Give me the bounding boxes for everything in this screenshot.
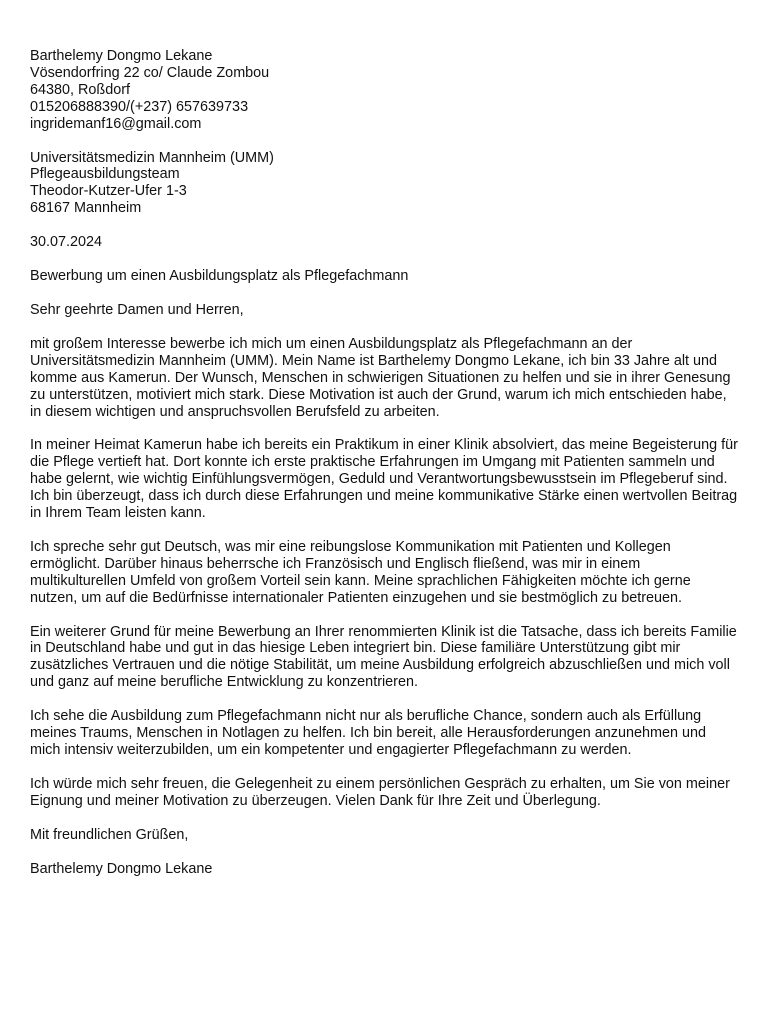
letter-page <box>30 48 740 878</box>
sender-city: 64380, Roßdorf <box>30 81 130 98</box>
sender-email: ingridemanf16@gmail.com <box>30 115 202 132</box>
body-paragraph-2: In meiner Heimat Kamerun habe ich bereits ein Praktikum in einer Klinik absolviert, das meine Begeisterung für die Pflege vertieft hat. Dort konnte ich erste praktische Erfahrungen im Umgang mit Patienten sammeln und habe gelernt, wie wichtig Einfühlungsvermögen, Geduld und Verantwortungsbewusstsein im Pflegeberuf sind. Ich bin überzeugt, dass ich durch diese Erfahrungen und meine kommunikative Stärke einen wertvollen Beitrag in Ihrem Team leisten kann. <box>30 437 738 522</box>
recipient-street: Theodor-Kutzer-Ufer 1-3 <box>30 183 187 200</box>
letter-salutation: Sehr geehrte Damen und Herren, <box>30 301 244 318</box>
body-paragraph-4: Ein weiterer Grund für meine Bewerbung an Ihrer renommierten Klinik ist die Tatsache, dass ich bereits Familie in Deutschland habe und gut in das hiesige Leben integriert bin. Diese familiäre Unterstützung gibt mir zusätzliches Vertrauen und die nötige Stabilität, um meine Ausbildung erfolgreich abzuschließen und mich voll und ganz auf meine berufliche Entwicklung zu konzentrieren. <box>30 623 737 691</box>
sender-address <box>30 48 740 133</box>
recipient-city: 68167 Mannheim <box>30 200 142 217</box>
recipient-organization: Universitätsmedizin Mannheim (UMM) <box>30 149 274 166</box>
body-paragraph-3: Ich spreche sehr gut Deutsch, was mir eine reibungslose Kommunikation mit Patienten und Kollegen ermöglicht. Darüber hinaus beherrsche ich Französisch und Englisch fließend, was mir in einem multikulturellen Umfeld von großem Vorteil sein kann. Meine sprachlichen Fähigkeiten möchte ich gerne nutzen, um auf die Bedürfnisse internationaler Patienten einzugehen und sie bestmöglich zu betreuen. <box>30 538 691 606</box>
letter-closing: Mit freundlichen Grüßen, <box>30 826 189 843</box>
sender-name: Barthelemy Dongmo Lekane <box>30 48 213 64</box>
body-paragraph-5: Ich sehe die Ausbildung zum Pflegefachmann nicht nur als berufliche Chance, sondern auch als Erfüllung meines Traums, Menschen in Notlagen zu helfen. Ich bin bereit, alle Herausforderungen anzunehmen und mich intensiv weiterzubilden, um ein kompetenter und engagierter Pflegefachmann zu werden. <box>30 708 706 758</box>
letter-subject: Bewerbung um einen Ausbildungsplatz als Pflegefachmann <box>30 268 409 285</box>
sender-phone: 015206888390/(+237) 657639733 <box>30 98 249 115</box>
recipient-address <box>30 150 740 218</box>
letter-signature: Barthelemy Dongmo Lekane <box>30 860 213 877</box>
letter-date: 30.07.2024 <box>30 234 103 251</box>
body-paragraph-6: Ich würde mich sehr freuen, die Gelegenheit zu einem persönlichen Gespräch zu erhalten, um Sie von meiner Eignung und meiner Motivation zu überzeugen. Vielen Dank für Ihre Zeit und Überlegung. <box>30 775 730 809</box>
sender-street: Vösendorfring 22 co/ Claude Zombou <box>30 64 270 81</box>
recipient-department: Pflegeausbildungsteam <box>30 166 180 183</box>
body-paragraph-1: mit großem Interesse bewerbe ich mich um einen Ausbildungsplatz als Pflegefachmann an der Universitätsmedizin Mannheim (UMM). Mein Name ist Barthelemy Dongmo Lekane, ich bin 33 Jahre alt und komme aus Kamerun. Der Wunsch, Menschen in schwierigen Situationen zu helfen und sie in ihrer Genesung zu unterstützen, motiviert mich stark. Diese Motivation ist auch der Grund, warum ich mich entschieden habe, in diesem wichtigen und anspruchsvollen Berufsfeld zu arbeiten. <box>30 335 731 420</box>
